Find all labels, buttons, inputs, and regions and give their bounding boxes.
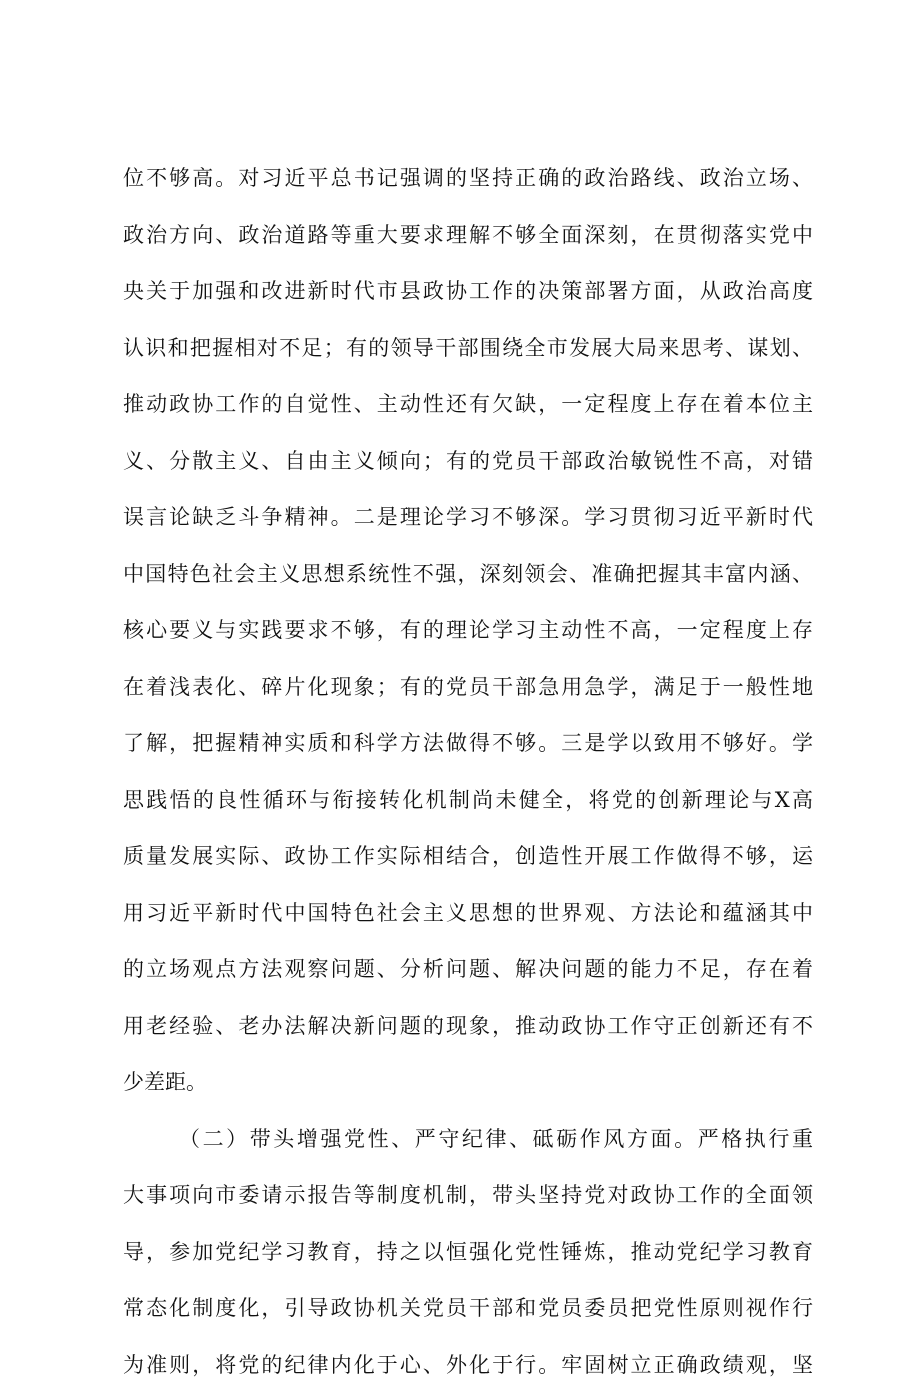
text-line: 核心要义与实践要求不够，有的理论学习主动性不高，一定程度上存: [123, 602, 813, 659]
text-line: 误言论缺乏斗争精神。二是理论学习不够深。学习贯彻习近平新时代: [123, 489, 813, 546]
text-line: 推动政协工作的自觉性、主动性还有欠缺，一定程度上存在着本位主: [123, 376, 813, 433]
text-line: 在着浅表化、碎片化现象；有的党员干部急用急学，满足于一般性地: [123, 659, 813, 716]
text-line: 了解，把握精神实质和科学方法做得不够。三是学以致用不够好。学: [123, 715, 813, 772]
text-line: 的立场观点方法观察问题、分析问题、解决问题的能力不足，存在着: [123, 941, 813, 998]
text-line: 央关于加强和改进新时代市县政协工作的决策部署方面，从政治高度: [123, 263, 813, 320]
text-line: 大事项向市委请示报告等制度机制，带头坚持党对政协工作的全面领: [123, 1167, 813, 1224]
text-line: 导，参加党纪学习教育，持之以恒强化党性锤炼，推动党纪学习教育: [123, 1224, 813, 1281]
text-line: 常态化制度化，引导政协机关党员干部和党员委员把党性原则视作行: [123, 1280, 813, 1337]
text-line: 少差距。: [123, 1054, 813, 1111]
paragraph-1: [123, 150, 813, 1111]
text-line: 用老经验、老办法解决新问题的现象，推动政协工作守正创新还有不: [123, 998, 813, 1055]
paragraph-2: [123, 1111, 813, 1393]
text-line: 政治方向、政治道路等重大要求理解不够全面深刻，在贯彻落实党中: [123, 207, 813, 264]
text-line: 思践悟的良性循环与衔接转化机制尚未健全，将党的创新理论与X高: [123, 772, 813, 829]
text-line: 用习近平新时代中国特色社会主义思想的世界观、方法论和蕴涵其中: [123, 885, 813, 942]
text-line: 质量发展实际、政协工作实际相结合，创造性开展工作做得不够，运: [123, 828, 813, 885]
text-line: 中国特色社会主义思想系统性不强，深刻领会、准确把握其丰富内涵、: [123, 546, 813, 603]
text-line: 义、分散主义、自由主义倾向；有的党员干部政治敏锐性不高，对错: [123, 433, 813, 490]
text-line: （二）带头增强党性、严守纪律、砥砺作风方面。严格执行重: [123, 1111, 813, 1168]
text-line: 认识和把握相对不足；有的领导干部围绕全市发展大局来思考、谋划、: [123, 320, 813, 377]
text-line: 位不够高。对习近平总书记强调的坚持正确的政治路线、政治立场、: [123, 150, 813, 207]
text-line: 为准则，将党的纪律内化于心、外化于行。牢固树立正确政绩观，坚: [123, 1337, 813, 1393]
document-body: [123, 150, 813, 1393]
